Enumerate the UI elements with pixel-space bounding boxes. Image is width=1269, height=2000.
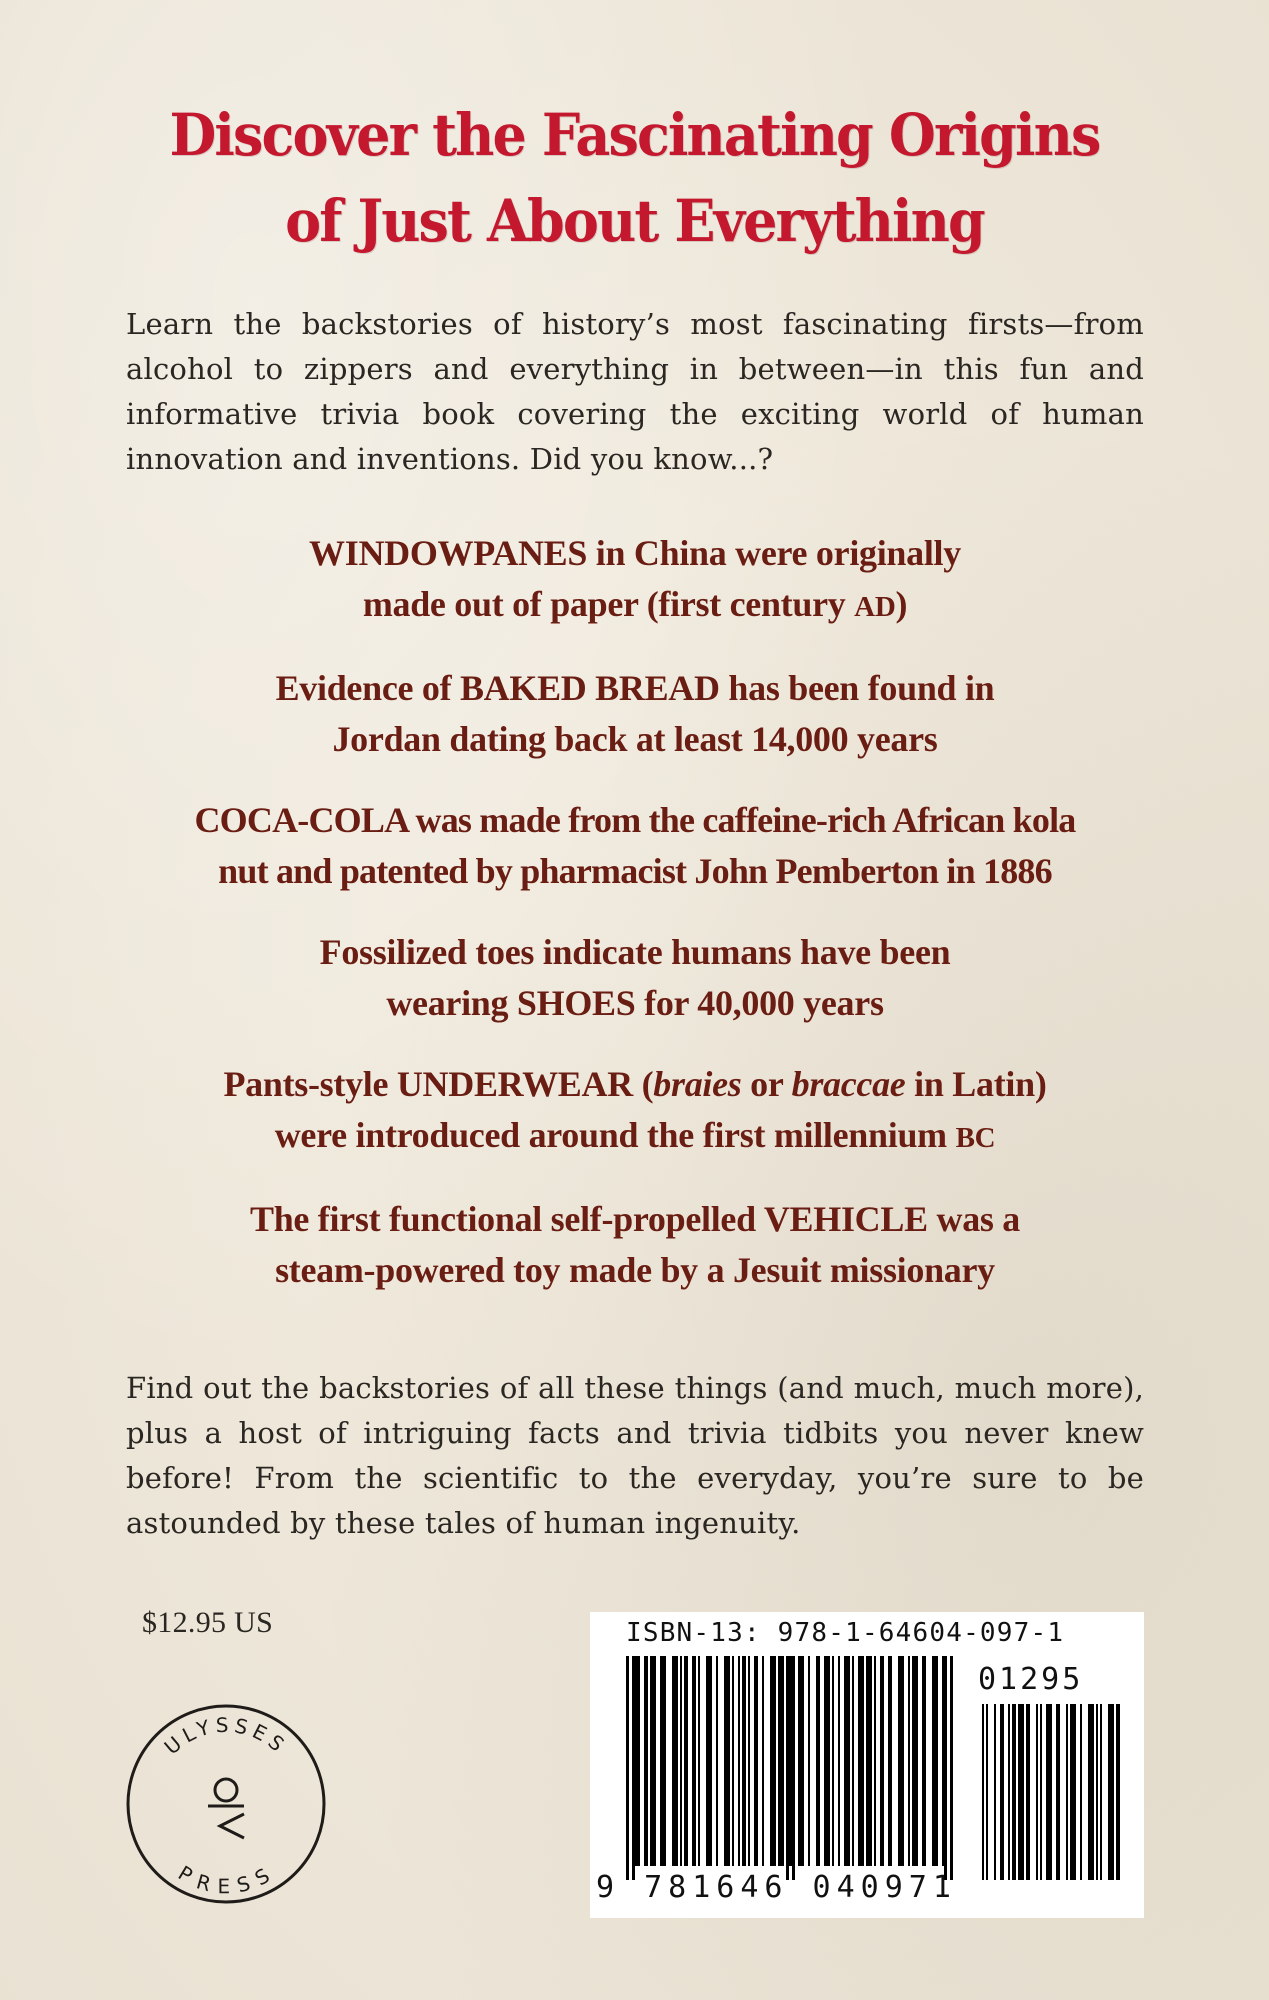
barcode-bar: [932, 1656, 938, 1866]
barcode-guard-bar: [944, 1656, 947, 1880]
fact-line: Pants-style UNDERWEAR (braies or braccae in Latin): [223, 1064, 1047, 1104]
barcode-bar: [888, 1656, 892, 1866]
fact-coca-cola: [126, 795, 1144, 897]
barcode-bar: [778, 1656, 784, 1866]
barcode-bar: [706, 1656, 712, 1866]
fact-shoes: [126, 927, 1144, 1029]
fact-line: were introduced around the first millennium BC: [274, 1115, 996, 1155]
barcode-bar: [680, 1656, 682, 1866]
barcode-bar: [880, 1656, 884, 1866]
barcode-bar: [1000, 1704, 1004, 1880]
barcode-bar: [650, 1656, 656, 1866]
barcode-bar: [1116, 1704, 1120, 1880]
publisher-logo: [124, 1702, 328, 1906]
barcode-bar: [982, 1704, 984, 1880]
barcode-guard-bar: [950, 1656, 953, 1880]
barcode-bar: [742, 1656, 746, 1866]
barcode-bar: [816, 1656, 820, 1866]
fact-line: WINDOWPANES in China were originally: [309, 533, 961, 573]
barcode-bar: [922, 1656, 926, 1866]
barcode-bar: [644, 1656, 648, 1866]
barcode-guard-bar: [792, 1656, 795, 1880]
barcode-bar: [1080, 1704, 1082, 1880]
barcode-bar: [908, 1656, 910, 1866]
barcode-guard-bar: [632, 1656, 635, 1880]
barcode-bar: [748, 1656, 750, 1866]
intro-paragraph: Learn the backstories of history’s most fascinating firsts—from alcohol to zippers and everything in between—in this fun and informative trivia book covering the exciting world of human innovation and inventions. Did you know...?: [126, 307, 1144, 476]
barcode-bar: [798, 1656, 804, 1866]
barcode-bar: [1108, 1704, 1114, 1880]
barcode-bar: [1026, 1704, 1030, 1880]
barcode-bar: [852, 1656, 854, 1866]
barcode-bar: [858, 1656, 864, 1866]
barcode-bar: [986, 1704, 988, 1880]
logo-top-text: ULYSSES: [159, 1712, 293, 1760]
isbn-barcode: [590, 1612, 1144, 1918]
price-label: $12.95 US: [142, 1606, 274, 1639]
fact-line: COCA-COLA was made from the caffeine-rich African kola: [194, 800, 1076, 840]
barcode-bar: [1096, 1704, 1098, 1880]
fact-windowpanes: [126, 528, 1144, 633]
barcode-bar: [808, 1656, 810, 1866]
fact-baked-bread: [126, 663, 1144, 765]
barcode-bar: [1070, 1704, 1076, 1880]
headline: [119, 92, 1150, 264]
barcode-bar: [824, 1656, 830, 1866]
barcode-bar: [942, 1656, 944, 1866]
barcode-guard-bar: [626, 1656, 629, 1880]
barcode-bar: [1036, 1704, 1038, 1880]
barcode-bar: [898, 1656, 904, 1866]
barcode-bar: [692, 1656, 696, 1866]
isbn-label: ISBN-13: 978-1-64604-097-1: [626, 1618, 1065, 1648]
barcode-bar: [832, 1656, 834, 1866]
fact-line: The first functional self-propelled VEHICLE was a: [249, 1199, 1021, 1239]
barcode-bar: [844, 1656, 850, 1866]
barcode-bar: [1066, 1704, 1068, 1880]
price-code-digits: 01295: [978, 1662, 1084, 1697]
barcode-bar: [1056, 1704, 1060, 1880]
logo-figure-legs-icon: [220, 1814, 244, 1838]
barcode-bar: [1100, 1704, 1102, 1880]
fact-line: nut and patented by pharmacist John Pemberton in 1886: [218, 851, 1052, 891]
fact-vehicle: [126, 1194, 1144, 1296]
barcode-bar: [912, 1656, 918, 1866]
headline-line-2: of Just About Everything: [285, 187, 984, 255]
logo-figure-head-icon: [215, 1779, 237, 1801]
barcode-bar: [874, 1656, 876, 1866]
outro-paragraph: Find out the backstories of all these things (and much, much more), plus a host of intriguing facts and trivia tidbits you never knew before! From the scientific to the everyday, you’re sure to be astounded by these tales of human ingenuity.: [126, 1371, 1144, 1540]
barcode-bar: [732, 1656, 734, 1866]
barcode-bar: [770, 1656, 776, 1866]
barcode-bar: [660, 1656, 666, 1866]
fact-line: Jordan dating back at least 14,000 years: [332, 719, 938, 759]
barcode-bar: [838, 1656, 840, 1866]
barcode-bar: [1012, 1704, 1016, 1880]
barcode-bar: [1046, 1704, 1052, 1880]
barcode-bar: [866, 1656, 872, 1866]
barcode-bar: [1088, 1704, 1094, 1880]
barcode-bar: [1040, 1704, 1042, 1880]
barcode-bar: [754, 1656, 758, 1866]
barcode-bar: [1018, 1704, 1024, 1880]
ean-digits: 9 781646 040971: [596, 1870, 957, 1905]
fact-line: Evidence of BAKED BREAD has been found in: [275, 668, 995, 708]
logo-bottom-text: PRESS: [173, 1860, 278, 1899]
barcode-bar: [762, 1656, 764, 1866]
barcode-bar: [716, 1656, 718, 1866]
barcode-bar: [672, 1656, 678, 1866]
fact-line: wearing SHOES for 40,000 years: [386, 983, 884, 1023]
barcode-bar: [724, 1656, 730, 1866]
barcode-bar: [738, 1656, 740, 1866]
barcode-bar: [698, 1656, 700, 1866]
barcode-bar: [994, 1704, 996, 1880]
fact-underwear: [126, 1059, 1144, 1164]
facts-list: [126, 528, 1144, 1326]
barcode-guard-bar: [786, 1656, 789, 1880]
fact-line: Fossilized toes indicate humans have been: [319, 932, 951, 972]
fact-line: steam-powered toy made by a Jesuit missionary: [275, 1250, 995, 1290]
fact-line: made out of paper (first century AD): [362, 584, 908, 624]
barcode-bar: [684, 1656, 688, 1866]
barcode-bar: [1008, 1704, 1010, 1880]
headline-line-1: Discover the Fascinating Origins: [169, 101, 1100, 169]
